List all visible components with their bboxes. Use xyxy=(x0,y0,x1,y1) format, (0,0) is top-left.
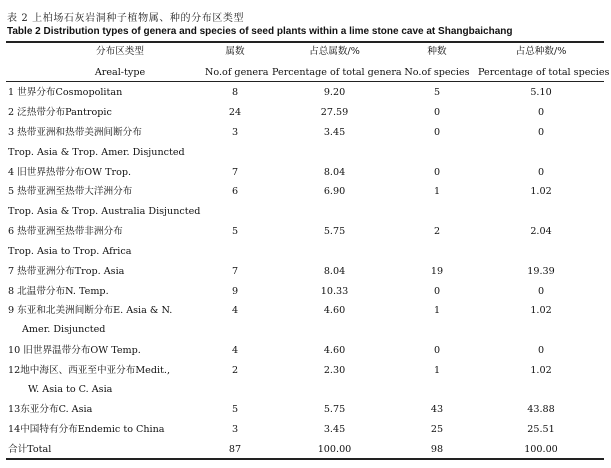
cell-species-percent: 19.39 xyxy=(527,266,555,277)
row-label: 14中国特有分布Endemic to China xyxy=(8,424,165,435)
cell-genera-percent: 4.60 xyxy=(323,305,346,316)
cell-genera-count: 3 xyxy=(231,424,239,435)
cell-genera-count: 6 xyxy=(231,186,239,197)
cell-species-count: 0 xyxy=(433,127,441,138)
cell-species-count: 19 xyxy=(430,266,444,277)
row-label: 2 泛热带分布Pantropic xyxy=(8,107,112,118)
row-label: 4 旧世界热带分布OW Trop. xyxy=(8,167,132,178)
row-label: 7 热带亚洲分布Trop. Asia xyxy=(8,266,125,277)
header-genera-count-cn: 属数 xyxy=(225,46,245,57)
header-species-percent-en: Percentage of total species xyxy=(478,67,610,78)
header-species-count-cn: 种数 xyxy=(427,46,447,57)
cell-species-count: 1 xyxy=(433,365,441,376)
cell-genera-percent: 5.75 xyxy=(323,226,346,237)
row-label: 9 东亚和北美洲间断分布E. Asia & N. xyxy=(8,305,173,316)
cell-genera-count: 9 xyxy=(231,286,239,297)
row-label: 5 热带亚洲至热带大洋洲分布 xyxy=(8,186,133,197)
cell-genera-count: 5 xyxy=(231,404,239,415)
cell-species-percent: 0 xyxy=(537,127,545,138)
cell-species-count: 1 xyxy=(433,305,441,316)
header-genera-percent-en: Percentage of total genera xyxy=(272,67,402,78)
cell-species-percent: 25.51 xyxy=(527,424,555,435)
cell-species-count: 0 xyxy=(433,345,441,356)
cell-total-species-count: 98 xyxy=(430,444,444,455)
cell-genera-count: 4 xyxy=(231,305,239,316)
cell-genera-count: 7 xyxy=(231,266,239,277)
cell-genera-percent: 4.60 xyxy=(323,345,346,356)
row-label-continuation: W. Asia to C. Asia xyxy=(28,384,113,395)
cell-species-percent: 0 xyxy=(537,107,545,118)
cell-total-genera-count: 87 xyxy=(228,444,242,455)
cell-species-count: 2 xyxy=(433,226,441,237)
header-areal-type-en: Areal-type xyxy=(94,67,146,78)
row-label: 12地中海区、西亚至中亚分布Medit., xyxy=(8,365,170,376)
row-label: 13东亚分布C. Asia xyxy=(8,404,93,415)
table-caption-english: Table 2 Distribution types of genera and species of seed plants within a lime stone cave at Shangbaichang xyxy=(7,26,513,37)
cell-genera-percent: 3.45 xyxy=(323,127,346,138)
cell-genera-count: 4 xyxy=(231,345,239,356)
cell-genera-count: 7 xyxy=(231,167,239,178)
row-label-continuation: Trop. Asia & Trop. Amer. Disjuncted xyxy=(8,147,185,158)
cell-genera-percent: 3.45 xyxy=(323,424,346,435)
cell-genera-percent: 8.04 xyxy=(323,167,346,178)
cell-species-percent: 1.02 xyxy=(530,186,552,197)
header-species-percent-cn: 占总种数/% xyxy=(515,46,567,57)
cell-genera-percent: 2.30 xyxy=(323,365,346,376)
cell-genera-percent: 8.04 xyxy=(323,266,346,277)
cell-genera-count: 8 xyxy=(231,87,239,98)
cell-species-percent: 2.04 xyxy=(530,226,552,237)
table-top-rule xyxy=(6,41,604,43)
cell-species-count: 0 xyxy=(433,286,441,297)
row-label-continuation: Trop. Asia & Trop. Australia Disjuncted xyxy=(8,206,201,217)
cell-species-percent: 0 xyxy=(537,345,545,356)
cell-species-count: 1 xyxy=(433,186,441,197)
header-species-count-en: No.of species xyxy=(404,67,470,78)
table-caption-chinese: 表 2 上柏场石灰岩洞种子植物属、种的分布区类型 xyxy=(7,13,245,24)
row-label: 8 北温带分布N. Temp. xyxy=(8,286,109,297)
cell-species-percent: 43.88 xyxy=(527,404,555,415)
row-label: 10 旧世界温带分布OW Temp. xyxy=(8,345,141,356)
cell-species-count: 0 xyxy=(433,167,441,178)
row-label-continuation: Trop. Asia to Trop. Africa xyxy=(8,246,132,257)
cell-genera-percent: 27.59 xyxy=(320,107,349,118)
cell-species-count: 43 xyxy=(430,404,444,415)
cell-genera-count: 5 xyxy=(231,226,239,237)
cell-species-percent: 1.02 xyxy=(530,305,552,316)
cell-species-percent: 0 xyxy=(537,167,545,178)
table-bottom-rule xyxy=(6,458,604,460)
cell-total-genera-percent: 100.00 xyxy=(317,444,352,455)
cell-genera-count: 24 xyxy=(228,107,242,118)
table-header-rule xyxy=(6,81,604,82)
cell-species-percent: 1.02 xyxy=(530,365,552,376)
cell-species-percent: 0 xyxy=(537,286,545,297)
row-label: 1 世界分布Cosmopolitan xyxy=(8,87,123,98)
header-genera-count-en: No.of genera xyxy=(205,67,269,78)
cell-genera-percent: 6.90 xyxy=(323,186,346,197)
cell-species-count: 0 xyxy=(433,107,441,118)
cell-total-species-percent: 100.00 xyxy=(524,444,558,455)
cell-genera-count: 2 xyxy=(231,365,239,376)
row-label-continuation: Amer. Disjuncted xyxy=(22,324,106,335)
row-label: 3 热带亚洲和热带美洲间断分布 xyxy=(8,127,142,138)
cell-species-count: 25 xyxy=(430,424,444,435)
cell-genera-percent: 10.33 xyxy=(320,286,349,297)
cell-genera-percent: 5.75 xyxy=(323,404,346,415)
cell-species-count: 5 xyxy=(433,87,441,98)
cell-genera-count: 3 xyxy=(231,127,239,138)
total-row-label: 合计Total xyxy=(8,444,52,455)
cell-species-percent: 5.10 xyxy=(530,87,552,98)
header-genera-percent-cn: 占总属数/% xyxy=(309,46,360,57)
cell-genera-percent: 9.20 xyxy=(323,87,346,98)
header-areal-type-cn: 分布区类型 xyxy=(96,46,144,57)
row-label: 6 热带亚洲至热带非洲分布 xyxy=(8,226,123,237)
